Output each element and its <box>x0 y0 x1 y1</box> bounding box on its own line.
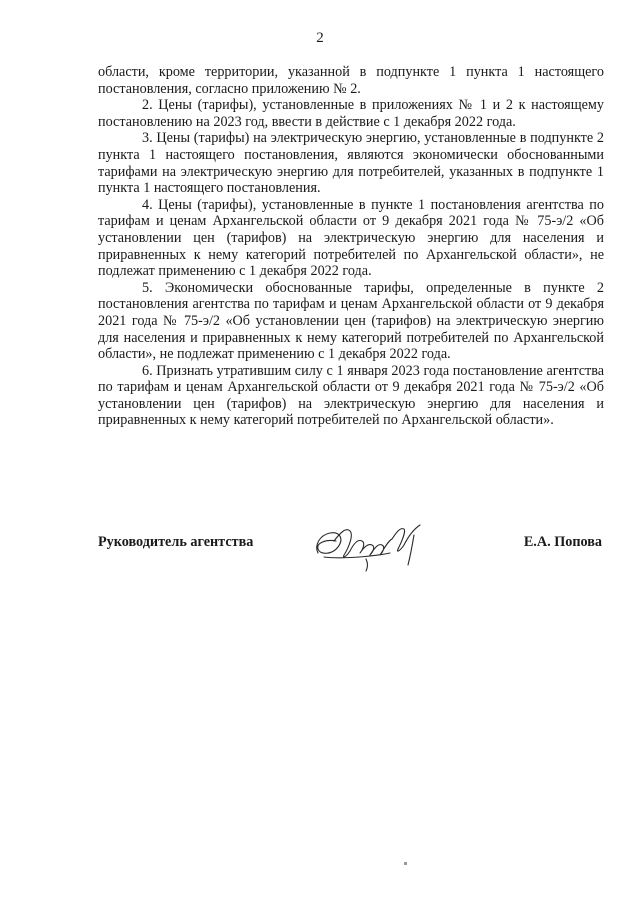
paragraph-2: 2. Цены (тарифы), установленные в приложениях № 1 и 2 к настоящему постановлению на 2023 год, ввести в действие с 1 декабря 2022 года. <box>98 97 604 130</box>
scan-mark <box>404 862 407 865</box>
paragraph-3: 3. Цены (тарифы) на электрическую энергию, установленные в подпункте 2 пункта 1 настоящего постановления, являются экономически обоснованными тарифами на электрическую энергию для потребителей, указанных в подпункте 1 пункта 1 настоящего постановления. <box>98 130 604 197</box>
paragraph-6: 6. Признать утратившим силу с 1 января 2023 года постановление агентства по тарифам и ценам Архангельской области от 9 декабря 2021 года № 75-э/2 «Об установлении цен (тарифов) на электрическую энергию для населения и приравненных к нему категорий потребителей по Архангельской области». <box>98 362 604 429</box>
page-number: 2 <box>316 30 324 46</box>
paragraph-5: 5. Экономически обоснованные тарифы, определенные в пункте 2 постановления агентства по тарифам и ценам Архангельской области от 9 декабря 2021 года № 75-э/2 «Об установлении цен (тарифов) на электрическую энергию для населения и приравненных к нему категорий потребителей по Архангельской области», не подлежат применению с 1 декабря 2022 года. <box>98 279 604 363</box>
paragraph-4: 4. Цены (тарифы), установленные в пункте 1 постановления агентства по тарифам и ценам Архангельской области от 9 декабря 2021 года № 75-э/2 «Об установлении цен (тарифов) на электрическую энергию для населения и приравненных к нему категорий потребителей по Архангельской области», не подлежат применению с 1 декабря 2022 года. <box>98 196 604 280</box>
document-body <box>98 64 604 429</box>
signatory-title: Руководитель агентства <box>98 534 254 550</box>
handwritten-signature <box>310 515 430 575</box>
paragraph-continuation: области, кроме территории, указанной в подпункте 1 пункта 1 настоящего постановления, согласно приложению № 2. <box>98 64 604 97</box>
signatory-name: Е.А. Попова <box>523 534 602 550</box>
